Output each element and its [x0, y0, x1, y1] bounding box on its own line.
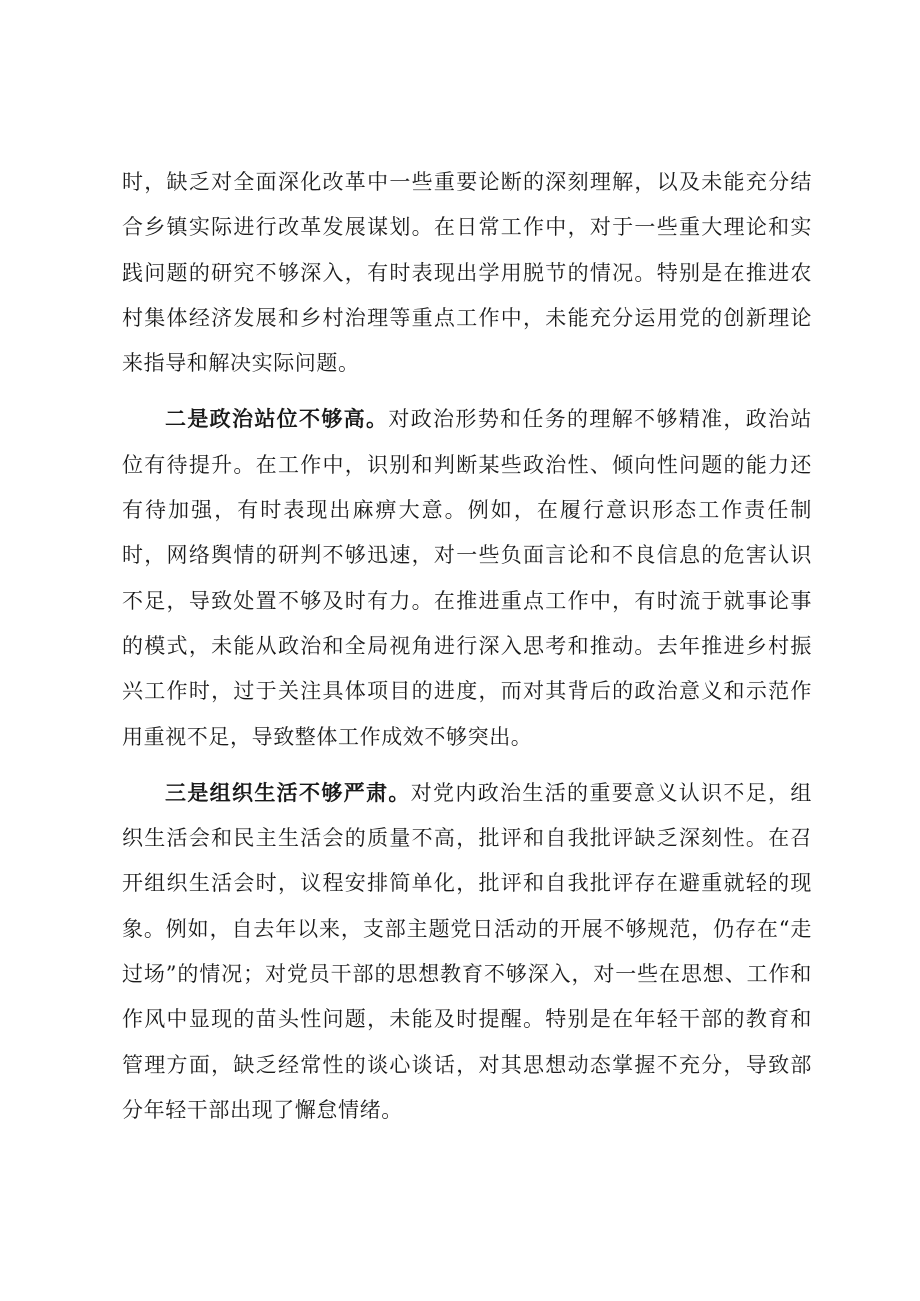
paragraph-text: 对政治形势和任务的理解不够精准，政治站位有待提升。在工作中，识别和判断某些政治性、倾向性问题的能力还有待加强，有时表现出麻痹大意。例如，在履行意识形态工作责任制时，网络舆情的研判不够迅速，对一些负面言论和不良信息的危害认识不足，导致处置不够及时有力。在推进重点工作中，有时流于就事论事的模式，未能从政治和全局视角进行深入思考和推动。去年推进乡村振兴工作时，过于关注具体项目的进度，而对其背后的政治意义和示范作用重视不足，导致整体工作成效不够突出。 — [122, 407, 812, 749]
paragraph-political-stance — [122, 396, 812, 759]
paragraph-text: 对党内政治生活的重要意义认识不足，组织生活会和民主生活会的质量不高，批评和自我批评缺乏深刻性。在召开组织生活会时，议程安排简单化，批评和自我批评存在避重就轻的现象。例如，自去年以来，支部主题党日活动的开展不够规范，仍存在“走过场”的情况；对党员干部的思想教育不够深入，对一些在思想、工作和作风中显现的苗头性问题，未能及时提醒。特别是在年轻干部的教育和管理方面，缺乏经常性的谈心谈话，对其思想动态掌握不充分，导致部分年轻干部出现了懈怠情绪。 — [122, 780, 812, 1122]
paragraph-text: 时，缺乏对全面深化改革中一些重要论断的深刻理解，以及未能充分结合乡镇实际进行改革发展谋划。在日常工作中，对于一些重大理论和实践问题的研究不够深入，有时表现出学用脱节的情况。特别是在推进农村集体经济发展和乡村治理等重点工作中，未能充分运用党的创新理论来指导和解决实际问题。 — [122, 170, 812, 376]
paragraph-lead: 二是政治站位不够高。 — [165, 406, 389, 432]
document-body — [122, 159, 812, 1143]
paragraph-organizational-life — [122, 770, 812, 1133]
paragraph-continuation — [122, 159, 812, 386]
paragraph-lead: 三是组织生活不够严肃。 — [165, 779, 411, 805]
